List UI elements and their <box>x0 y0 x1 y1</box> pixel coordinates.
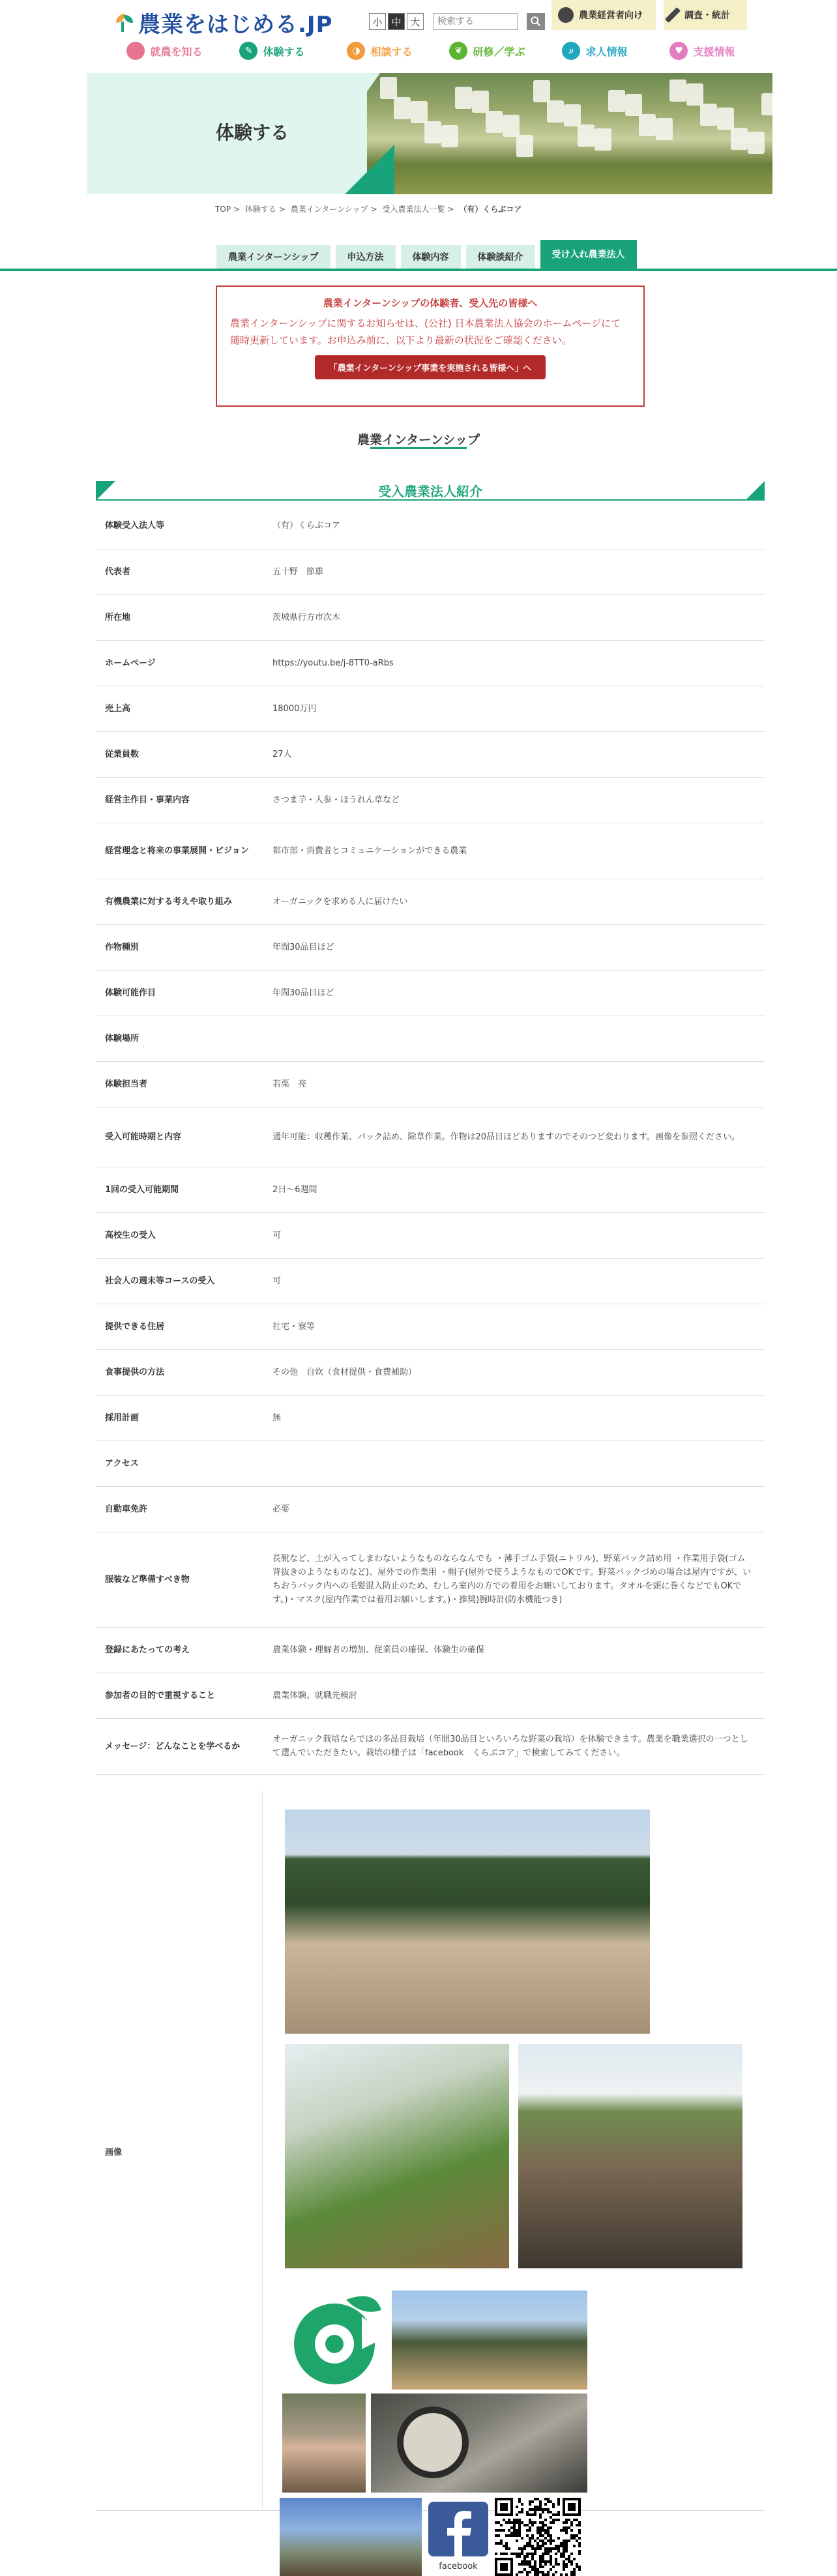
profile-row-value: その他 自炊（食材提供・食費補助） <box>262 1349 765 1395</box>
search-input[interactable] <box>433 13 518 30</box>
profile-row-value: 年間30品目ほど <box>262 970 765 1016</box>
notice-body: 農業インターンシップに関するお知らせは、(公社) 日本農業法人協会のホームページにて随時更新しています。お申込み前に、以下より最新の状況をご確認ください。 <box>230 317 621 346</box>
profile-row-value: 若栗 亮 <box>262 1061 765 1107</box>
profile-row-label: 社会人の週末等コースの受入 <box>96 1258 262 1304</box>
profile-row-label: 経営主作目・事業内容 <box>96 777 262 823</box>
profile-row-label: 売上高 <box>96 686 262 731</box>
farm-manager-link[interactable] <box>551 0 656 30</box>
profile-row-value: 通年可能：収穫作業、パック詰め、除草作業。作物は20品目ほどありますのでそのつど変わります。画像を参照ください。 <box>262 1107 765 1167</box>
font-size-large[interactable]: 大 <box>407 13 424 30</box>
farm-buildings-photo <box>285 1809 650 2034</box>
profile-row <box>96 924 765 970</box>
profile-title: 受入農業法人紹介 <box>96 481 765 501</box>
tab-application[interactable]: 申込方法 <box>336 245 396 269</box>
profile-row-label: アクセス <box>96 1441 262 1486</box>
profile-row <box>96 1107 765 1167</box>
fruit-bag-decoration <box>547 100 564 123</box>
facebook-label: facebook <box>439 2562 478 2571</box>
profile-row-label: 体験受入法人等 <box>96 503 262 549</box>
profile-row-label: メッセージ：どんなことを学べるか <box>96 1718 262 1774</box>
nav-item-jobs[interactable] <box>541 38 649 64</box>
support-icon: ♥ <box>669 42 688 60</box>
profile-row-value: 可 <box>262 1258 765 1304</box>
profile-row-value: 農業体験・理解者の増加、従業員の確保、体験生の確保 <box>262 1627 765 1673</box>
profile-row-value: オーガニックを求める人に届けたい <box>262 879 765 924</box>
fruit-bag-decoration <box>564 104 581 126</box>
notice-title: 農業インターンシップの体験者、受入先の皆様へ <box>323 297 538 309</box>
tractor-photo <box>371 2393 587 2493</box>
facebook-badge[interactable] <box>428 2502 488 2573</box>
fruit-bag-decoration <box>411 101 428 123</box>
profile-row-label: 作物種別 <box>96 924 262 970</box>
profile-row <box>96 640 765 686</box>
profile-row-label: 1回の受入可能期間 <box>96 1167 262 1212</box>
section-tabs <box>216 240 637 269</box>
site-logo[interactable] <box>115 8 333 37</box>
column-divider <box>262 1791 263 2511</box>
profile-row <box>96 1061 765 1107</box>
images-label: 画像 <box>105 2147 123 2158</box>
notice-box <box>216 285 645 407</box>
profile-row-label: 高校生の受入 <box>96 1212 262 1258</box>
profile-row <box>96 1532 765 1627</box>
tab-host-farms[interactable]: 受け入れ農業法人 <box>540 240 637 269</box>
profile-row-value <box>262 1441 765 1486</box>
page-title: 体験する <box>216 122 289 143</box>
font-size-switcher <box>369 13 424 30</box>
tab-testimonials[interactable]: 体験談紹介 <box>466 245 535 269</box>
search-icon: ⌕ <box>562 42 580 60</box>
profile-row-label: 代表者 <box>96 549 262 594</box>
profile-row-value <box>262 1016 765 1061</box>
nav-label: 就農を知る <box>150 45 203 58</box>
profile-row-value: 都市部・消費者とコミュニケーションができる農業 <box>262 823 765 879</box>
profile-images-row <box>96 1791 765 2571</box>
tab-internship[interactable]: 農業インターンシップ <box>216 245 330 269</box>
fruit-bag-decoration <box>486 111 503 133</box>
nav-label: 支援情報 <box>693 45 735 58</box>
profile-title-corner <box>96 481 115 501</box>
profile-row <box>96 777 765 823</box>
profile-row <box>96 970 765 1016</box>
profile-row <box>96 1441 765 1486</box>
fruit-bag-decoration <box>700 104 717 126</box>
notice-link-button[interactable]: 「農業インターンシップ事業を実施される皆様へ」へ <box>315 355 546 379</box>
nav-item-learn-farming[interactable] <box>111 38 218 64</box>
profile-row-value: 茨城県行方市次木 <box>262 594 765 640</box>
profile-row <box>96 594 765 640</box>
farm-manager-link-label: 農業経営者向け <box>579 10 643 21</box>
profile-row-value: オーガニック栽培ならではの多品目栽培（年間30品目といろいろな野菜の栽培）を体験できます。農業を職業選択の一つとして選んでいただきたい。栽培の様子は「facebook くらぶコア」で検索してみてください。 <box>262 1718 765 1774</box>
profile-row-label: 食事提供の方法 <box>96 1349 262 1395</box>
fruit-bag-decoration <box>455 87 472 109</box>
leaf-icon: ❦ <box>449 42 467 60</box>
profile-row <box>96 823 765 879</box>
profile-row <box>96 503 765 549</box>
fruit-bag-decoration <box>441 125 458 147</box>
profile-row-label: 所在地 <box>96 594 262 640</box>
tractor-wheel <box>397 2407 469 2478</box>
greenhouse-harvest-photo <box>285 2044 509 2268</box>
profile-row-label: 登録にあたっての考え <box>96 1627 262 1673</box>
fruit-bag-decoration <box>394 97 411 119</box>
profile-row <box>96 1167 765 1212</box>
profile-row-value: 必要 <box>262 1486 765 1532</box>
section-title-underline <box>370 447 467 449</box>
staff-outdoor-photo <box>280 2498 422 2576</box>
profile-row-label: 提供できる住居 <box>96 1304 262 1349</box>
profile-row <box>96 1212 765 1258</box>
field-planting-photo <box>518 2044 742 2268</box>
profile-row <box>96 1304 765 1349</box>
fruit-bag-decoration <box>516 135 533 157</box>
profile-row-value: 27人 <box>262 731 765 777</box>
profile-row-value: 2日〜6週間 <box>262 1167 765 1212</box>
profile-row-label: 経営理念と将来の事業展開・ビジョン <box>96 823 262 879</box>
breadcrumb <box>215 203 524 214</box>
section-title: 農業インターンシップ <box>357 433 480 447</box>
profile-row-value: 長靴など、土が入ってしまわないようなものならなんでも ・薄手ゴム手袋(ニトリル)、野菜パック詰め用 ・作業用手袋(ゴム背抜きのようなものなど)、屋外での作業用 ・帽子(屋外で使うようなものでOKです。野菜パックづめの場合は屋内ですが、いちおうパック内への毛髪混入防止のため、むしろ室内の方での着用をお願いしております。タオルを頭に巻くなどでもOKです。)・マスク(屋内作業では着用お願いします。)・推奨)腕時計(防水機能つき) <box>262 1532 765 1627</box>
font-size-small[interactable]: 小 <box>369 13 386 30</box>
tab-underline <box>0 269 837 271</box>
font-size-medium[interactable]: 中 <box>388 13 405 30</box>
profile-row <box>96 1718 765 1774</box>
profile-row-label: 服装など準備すべき物 <box>96 1532 262 1627</box>
nav-item-training[interactable] <box>433 38 541 64</box>
farm-facility-photo <box>392 2291 587 2390</box>
speech-icon: ◑ <box>347 42 365 60</box>
search-icon <box>530 16 542 27</box>
profile-title-corner <box>745 481 765 501</box>
profile-row-label: 採用計画 <box>96 1395 262 1441</box>
profile-table <box>96 503 765 1775</box>
fruit-bag-decoration <box>424 121 441 143</box>
fruit-bag-decoration <box>656 118 673 140</box>
nav-item-support[interactable] <box>649 38 756 64</box>
profile-row <box>96 1395 765 1441</box>
profile-row-value: 18000万円 <box>262 686 765 731</box>
logo-text: 農業をはじめる.JP <box>138 11 333 38</box>
profile-row-label: 従業員数 <box>96 731 262 777</box>
fruit-bag-decoration <box>639 114 656 136</box>
hero-banner <box>87 73 772 194</box>
profile-row-label: 有機農業に対する考えや取り組み <box>96 879 262 924</box>
breadcrumb-item[interactable]: 農業インターンシップ <box>290 205 368 214</box>
profile-row <box>96 731 765 777</box>
fruit-bag-decoration <box>625 94 642 116</box>
profile-row <box>96 1627 765 1673</box>
profile-row-value: 農業体験、就職先検討 <box>262 1673 765 1718</box>
profile-row-label: ホームページ <box>96 640 262 686</box>
profile-row-value: 年間30品目ほど <box>262 924 765 970</box>
nav-label: 求人情報 <box>585 45 628 58</box>
breadcrumb-item[interactable]: TOP <box>215 205 231 214</box>
profile-row <box>96 1673 765 1718</box>
profile-row-value: 無 <box>262 1395 765 1441</box>
breadcrumb-sep: > <box>370 205 377 214</box>
breadcrumb-sep: > <box>447 205 454 214</box>
profile-row-label: 参加者の目的で重視すること <box>96 1673 262 1718</box>
nav-item-consult[interactable] <box>326 38 433 64</box>
survey-stats-link[interactable] <box>664 0 747 30</box>
profile-row-label: 体験可能作目 <box>96 970 262 1016</box>
fruit-bag-decoration <box>533 80 550 102</box>
survey-stats-link-label: 調査・統計 <box>684 10 730 21</box>
profile-row-label: 体験担当者 <box>96 1061 262 1107</box>
fruit-bag-decoration <box>731 128 748 150</box>
fruit-bag-decoration <box>472 91 489 113</box>
facebook-icon <box>428 2502 488 2556</box>
profile-row <box>96 879 765 924</box>
breadcrumb-sep: > <box>233 205 241 214</box>
pencil-icon <box>665 7 681 23</box>
fruit-bag-decoration <box>717 108 734 130</box>
profile-row <box>96 549 765 594</box>
profile-row-value[interactable]: https://youtu.be/j-8TT0-aRbs <box>262 640 765 686</box>
fruit-bag-decoration <box>669 80 686 102</box>
site-header <box>0 0 837 65</box>
nav-label: 研修／学ぶ <box>473 45 525 58</box>
farmer-icon <box>126 42 145 60</box>
fruit-bag-decoration <box>748 132 765 154</box>
person-icon <box>558 7 574 23</box>
main-nav <box>111 38 756 64</box>
fruit-bag-decoration <box>380 77 397 99</box>
fruit-bag-decoration <box>761 93 772 115</box>
profile-row <box>96 1349 765 1395</box>
fruit-bag-decoration <box>503 115 520 137</box>
profile-row <box>96 1258 765 1304</box>
logo-leaf-icon <box>115 12 134 32</box>
club-core-logo-image <box>284 2291 388 2390</box>
nav-label: 相談する <box>370 45 413 58</box>
profile-row-value: 社宅・寮等 <box>262 1304 765 1349</box>
fruit-bag-decoration <box>608 90 625 112</box>
staff-portrait-photo <box>282 2393 366 2493</box>
profile-row-value: 可 <box>262 1212 765 1258</box>
tab-experience-content[interactable]: 体験内容 <box>401 245 461 269</box>
fruit-bag-decoration <box>578 124 595 147</box>
fruit-bag-decoration <box>686 83 703 106</box>
profile-row-label: 受入可能時期と内容 <box>96 1107 262 1167</box>
hero-pear-orchard-photo <box>367 73 772 194</box>
nav-label: 体験する <box>263 45 305 58</box>
pencil-icon: ✎ <box>239 42 257 60</box>
qr-code-image <box>495 2498 581 2576</box>
profile-row-value: さつま芋・人参・ほうれん草など <box>262 777 765 823</box>
search-button[interactable] <box>527 13 545 30</box>
nav-item-experience[interactable] <box>218 38 326 64</box>
profile-row-value: （有）くらぶコア <box>262 503 765 549</box>
breadcrumb-item[interactable]: 体験する <box>244 205 276 214</box>
fruit-bag-decoration <box>595 128 611 151</box>
breadcrumb-current: （有）くらぶコア <box>459 205 522 214</box>
profile-row-label: 体験場所 <box>96 1016 262 1061</box>
profile-row-label: 自動車免許 <box>96 1486 262 1532</box>
profile-row <box>96 1016 765 1061</box>
profile-row-value: 五十野 節雄 <box>262 549 765 594</box>
club-core-logo-icon <box>284 2291 388 2390</box>
breadcrumb-sep: > <box>278 205 286 214</box>
profile-row <box>96 686 765 731</box>
hero-accent-triangle <box>345 145 394 194</box>
profile-row <box>96 1486 765 1532</box>
breadcrumb-item[interactable]: 受入農業法人一覧 <box>382 205 445 214</box>
